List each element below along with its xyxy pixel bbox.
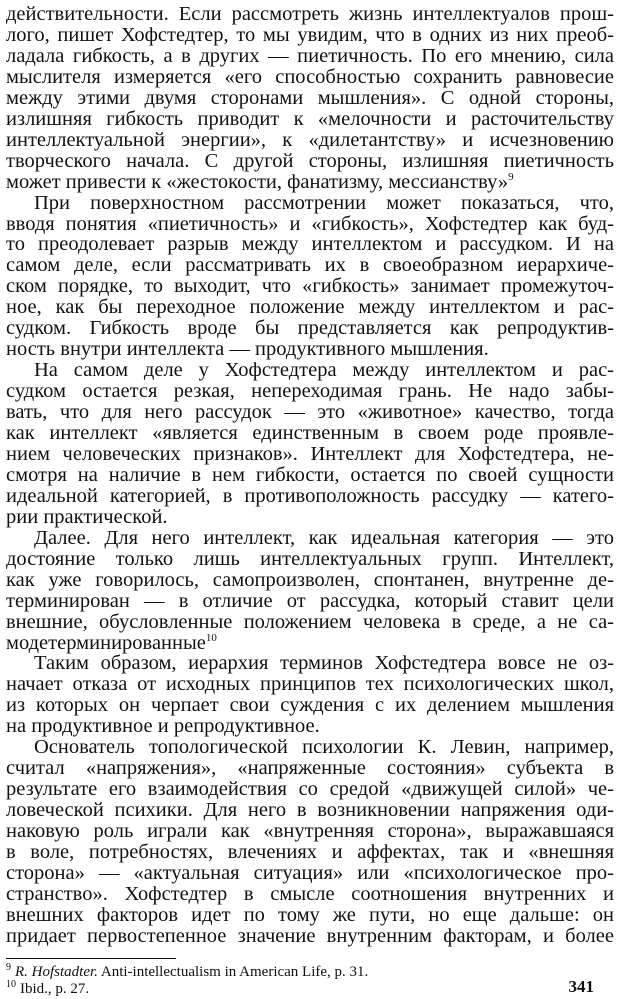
line-text: мыслителя измеряется «его способностью сохранить равновесие [6,65,614,88]
footnote-reference: 10 [205,631,217,644]
line-text: При поверхностном рассмотрении может показаться, что, [34,191,614,214]
footnote-number: 10 [6,979,16,990]
line-text: судком. Гибкость вроде бы представляется как репродуктив- [6,317,614,340]
footnote-author: R. Hofstadter. [15,964,98,980]
line-text: Основатель топологической психологии К. Левин, например, [34,736,614,759]
line-text: лого, пишет Хофстедтер, то мы увидим, что в одних из них преоб- [6,23,614,46]
line-text: ладала гибкость, а в других — пиетичность. По его мнению, сила [6,44,614,67]
footnote-reference: 9 [508,170,514,183]
line-text: творческого начала. С другой стороны, излишняя пиетичность [6,149,614,172]
line-text: результате его взаимодействия со средой «движущей силой» че- [6,778,614,801]
line-text: терминирован — в отличие от рассудка, который ставит цели [6,589,614,612]
line-text: придает первостепенное значение внутренним факторам, и более [6,924,614,947]
line-text: в воле, потребностях, влечениях и аффектах, так и «внешняя [6,841,614,863]
footnote-9 [6,963,368,981]
line-text: ное, как бы переходное положение между интеллектом и рас- [6,296,614,319]
line-text: интеллектуальной энергии», к «дилетантству» и исчезновению [6,128,614,151]
footnote-10 [6,980,89,998]
line-text: как уже говорилось, самопроизволен, спонтанен, внутренне де- [6,568,614,591]
line-text: сторона» — «актуальная ситуация» или «психологическое про- [6,861,614,884]
line-text: идеальной категорией, в противоположность рассудку — катего- [6,484,614,507]
line-text: смотря на наличие в нем гибкости, остается по своей сущности [6,463,614,486]
line-text: на продуктивное и репродуктивное. [6,715,320,738]
line-text: излишняя гибкость приводит к «мелочности и расточительству [6,107,614,130]
line-text: нием человеческих признаков». Интеллект для Хофстедтера, не- [6,442,614,465]
line-text: вводя понятия «пиетичность» и «гибкость», Хофстедтер как буд- [6,212,614,235]
line-text: внешних факторов идет по тому же пути, но еще дальше: он [6,903,614,926]
line-text: Таким образом, иерархия терминов Хофстедтера вовсе не оз- [34,652,614,675]
line-text: ность внутри интеллекта — продуктивного мышления. [6,338,489,361]
line-text: судком остается резкая, непереходимая грань. Не надо забы- [6,380,614,403]
footnote-number: 9 [6,962,11,973]
line-text: ском порядке, то выходит, что «гибкость» занимает промежуточ- [6,275,614,298]
line-text: достояние только лишь интеллектуальных групп. Интеллект, [6,547,614,570]
footnote-text: Anti-intellectualism in American Life, p. 31. [100,964,369,980]
line-text: самом деле, если рассматривать их в своеобразном иерархиче- [6,254,614,277]
footnote-text: Ibid., p. 27. [20,981,90,997]
footnote-divider [6,958,176,959]
text-line [6,924,614,948]
line-text: модетерминированные [6,631,206,654]
line-text: внешние, обусловленные положением человека в среде, а не са- [6,610,614,633]
line-text: вать, что для него рассудок — это «животное» качество, тогда [6,401,614,424]
line-text: начает отказа от исходных принципов тех психологических школ, [6,673,614,696]
line-text: из которых он черпает свои суждения с их делением мышления [6,694,614,717]
line-text: как интеллект «является единственным в своем роде проявле- [6,422,614,444]
line-text: может привести к «жестокости, фанатизму, мессианству» [6,170,509,193]
page-number: 341 [568,977,594,996]
line-text: между этими двумя сторонами мышления». С одной стороны, [6,86,614,109]
line-text: ловеческой психики. Для него в возникновении напряжения оди- [6,799,614,822]
line-text: странство». Хофстедтер в смысле соотношения внутренних и [6,882,614,905]
line-text: то преодолевает разрыв между интеллектом и рассудком. И на [6,233,614,256]
line-text: На самом деле у Хофстедтера между интеллектом и рас- [34,359,614,382]
line-text: рии практической. [6,505,168,528]
line-text: считал «напряжения», «напряженные состояния» субъекта в [6,757,614,780]
line-text: наковую роль играли как «внутренняя сторона», выражавшаяся [6,820,614,843]
line-text: Далее. Для него интеллект, как идеальная категория — это [34,526,614,549]
line-text: действительности. Если рассмотреть жизнь интеллектуалов прош- [6,3,614,25]
